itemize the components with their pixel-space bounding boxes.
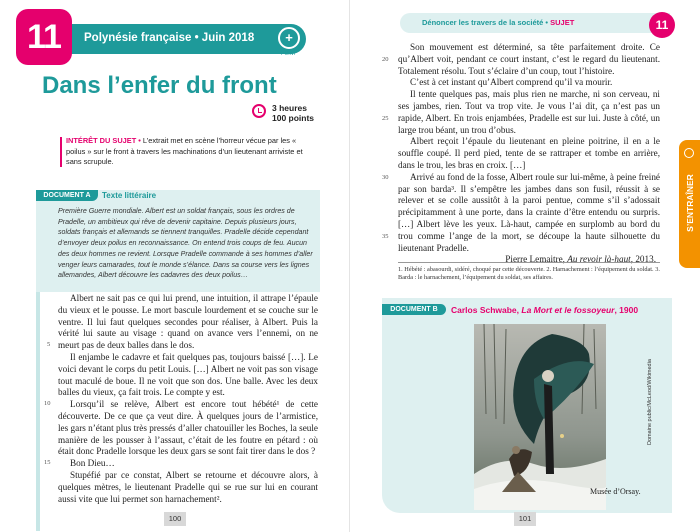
- line-number: 25: [382, 115, 389, 122]
- document-a-caption: Texte littéraire: [102, 191, 157, 200]
- page-title: Dans l’enfer du front: [42, 72, 277, 99]
- spine: [349, 0, 350, 532]
- interet-label: INTÉRÊT DU SUJET •: [66, 136, 141, 145]
- painting-image: [474, 324, 606, 510]
- line-number: 20: [382, 56, 389, 63]
- paragraph: Arrivé au fond de la fosse, Albert roule sur lui-même, à peine freiné par son barda³. Il s’empêtre les jambes dans son fusil, réussit à se relever et se colle aussitôt à la paroi pentue, comme s’il s’adossait précipitamment à une porte, dans la crainte d’être entendu ou surpris. […] Albert lève les yeux. Là-haut, campée en surplomb au bord du trou comme l’ange de la mort, se découpe la haute silhouette du lieutenant Pradelle.: [398, 171, 660, 253]
- duration-points: 100 points: [272, 113, 315, 123]
- right-chapter-badge: 11: [649, 12, 675, 38]
- paragraph: Il enjambe le cadavre et fait quelques pas, toujours baissé […]. Le voici devant le corps du petit Louis. […] Albert ne voit pas son visage tout maculé de boue. Il ne voit que son dos. Une balle. Avec les deux balles du vieux, ça fait trois. Le compte y est.: [58, 351, 318, 398]
- paragraph: Son mouvement est déterminé, sa tête parfaitement droite. Ce qu’Albert voit, pendant ce court instant, c’est le regard du lieutenant. Totalement résolu. Tout s’éclaire d’un coup, tout l’histoire.: [398, 42, 660, 76]
- text-right-column: [398, 42, 660, 266]
- interet-text: L’extrait met en scène l’horreur vécue par les « poilus » sur le front à travers les machinations d’un lieutenant arriviste et sans scrupule.: [66, 136, 303, 166]
- duration: [272, 103, 314, 123]
- line-number: 5: [47, 341, 51, 348]
- paragraph: Stupéfié par ce constat, Albert se retourne et découvre alors, à quelques mètres, le lieutenant Pradelle qui se rue sur lui en courant aussi vite que lui permet son harnachement².: [58, 469, 318, 504]
- line-number: 30: [382, 174, 389, 181]
- stopwatch-icon: [684, 148, 694, 158]
- interet-marker: [60, 137, 62, 167]
- line-number: 15: [44, 459, 51, 466]
- line-number: 35: [382, 233, 389, 240]
- museum-label: Musée d’Orsay.: [590, 487, 641, 496]
- line-number: 10: [44, 400, 51, 407]
- sentrainer-label: S’ENTRAÎNER: [685, 174, 695, 232]
- right-header-text: Dénoncer les travers de la société •: [422, 18, 549, 27]
- compass-caption: POINT: [281, 51, 297, 57]
- document-b-caption: [451, 305, 638, 315]
- text-left-column: [58, 293, 318, 505]
- paragraph: Lorsqu’il se relève, Albert est encore tout hébété¹ de cette découverte. De ce que ça veut dire. À quelques jours de l’armistice, les gars n’étant plus très pressés d’aller chatouiller les Boches, la seule manière de les pousser à l’assaut, c’était de les foutre en pétard : où était donc Pradelle lorsque les deux gars se sont fait tirer dans le dos ?: [58, 399, 318, 457]
- paragraph: Albert ne sait pas ce qui lui prend, une intuition, il attrape l’épaule du vieux et le pousse. Le mort bascule lourdement et se couche sur le ventre. Il lui faut quelques secondes pour réaliser, à Albert. Puis la vérité lui saute au visage : quand on avance vers l’ennemi, on ne meurt pas de deux balles dans le dos.: [58, 293, 318, 351]
- document-a-intro: Première Guerre mondiale. Albert est un soldat français, sous les ordres de Pradelle, un ambitieux qui rêve de devenir capitaine. Depuis plusieurs jours, soldats français et allemands se tiennent tranquilles. Pradelle décide cependant d’envoyer deux poilus en reconnaissance. On entend trois coups de feu. Aucun des deux hommes ne revient. Lorsque Pradelle commande à ses hommes d’aller venger leurs camarades, tout le monde s’élance. Dans sa course vers les lignes allemandes, Albert découvre les cadavres des deux poilus…: [58, 207, 313, 280]
- paragraph: Bon Dieu…: [70, 458, 115, 469]
- sentrainer-tab[interactable]: [679, 140, 700, 268]
- duration-hours: 3 heures: [272, 103, 307, 113]
- exam-header: Polynésie française • Juin 2018: [84, 32, 255, 44]
- painting-svg: [474, 324, 606, 510]
- attribution-year: , 2013.: [630, 254, 656, 265]
- compass-icon: +: [278, 27, 300, 49]
- interet-du-sujet: [66, 136, 316, 168]
- docB-title: La Mort et le fossoyeur: [521, 305, 615, 315]
- page-number: 100: [164, 512, 186, 526]
- chapter-number-badge: 11: [16, 9, 72, 65]
- paragraph: C’est à cet instant qu’Albert comprend qu’il va mourir.: [410, 77, 613, 88]
- attribution-title: Au revoir là-haut: [567, 254, 631, 265]
- docB-year: , 1900: [614, 305, 639, 315]
- paragraph: Il tente quelques pas, mais plus rien ne marche, ni son cerveau, ni ses jambes, rien. Tout va trop vite. Je vous l’ai dit, ça n’est pas un rapide, Albert. En trois enjambées, Pradelle est sur lui. Juste à côté, un large trou béant, un trou d’obus.: [398, 89, 660, 135]
- document-b-tab: DOCUMENT B: [382, 304, 446, 315]
- document-a-tab: DOCUMENT A: [36, 190, 98, 201]
- sujet-label: SUJET: [550, 18, 575, 27]
- right-header: [422, 18, 574, 27]
- footnotes: 1. Hébété : abasourdi, sidéré, choqué par cette découverte. 2. Harnachement : l’équipement du soldat. 3. Barda : le harnachement, l’équipement du soldat, ses affaires.: [398, 262, 660, 283]
- clock-icon: [252, 104, 266, 118]
- docB-author: Carlos Schwabe,: [451, 305, 522, 315]
- photo-credit: Domaine public/McLeod/Wikimedia: [647, 359, 653, 445]
- paragraph: Albert reçoit l’épaule du lieutenant en pleine poitrine, il en a le souffle coupé. Il perd pied, tente de se rattraper et tombe en arrière, dans le trou, les bras en croix. […]: [398, 136, 660, 170]
- page-number: 101: [514, 512, 536, 526]
- attribution-author: Pierre Lemaitre,: [505, 254, 568, 265]
